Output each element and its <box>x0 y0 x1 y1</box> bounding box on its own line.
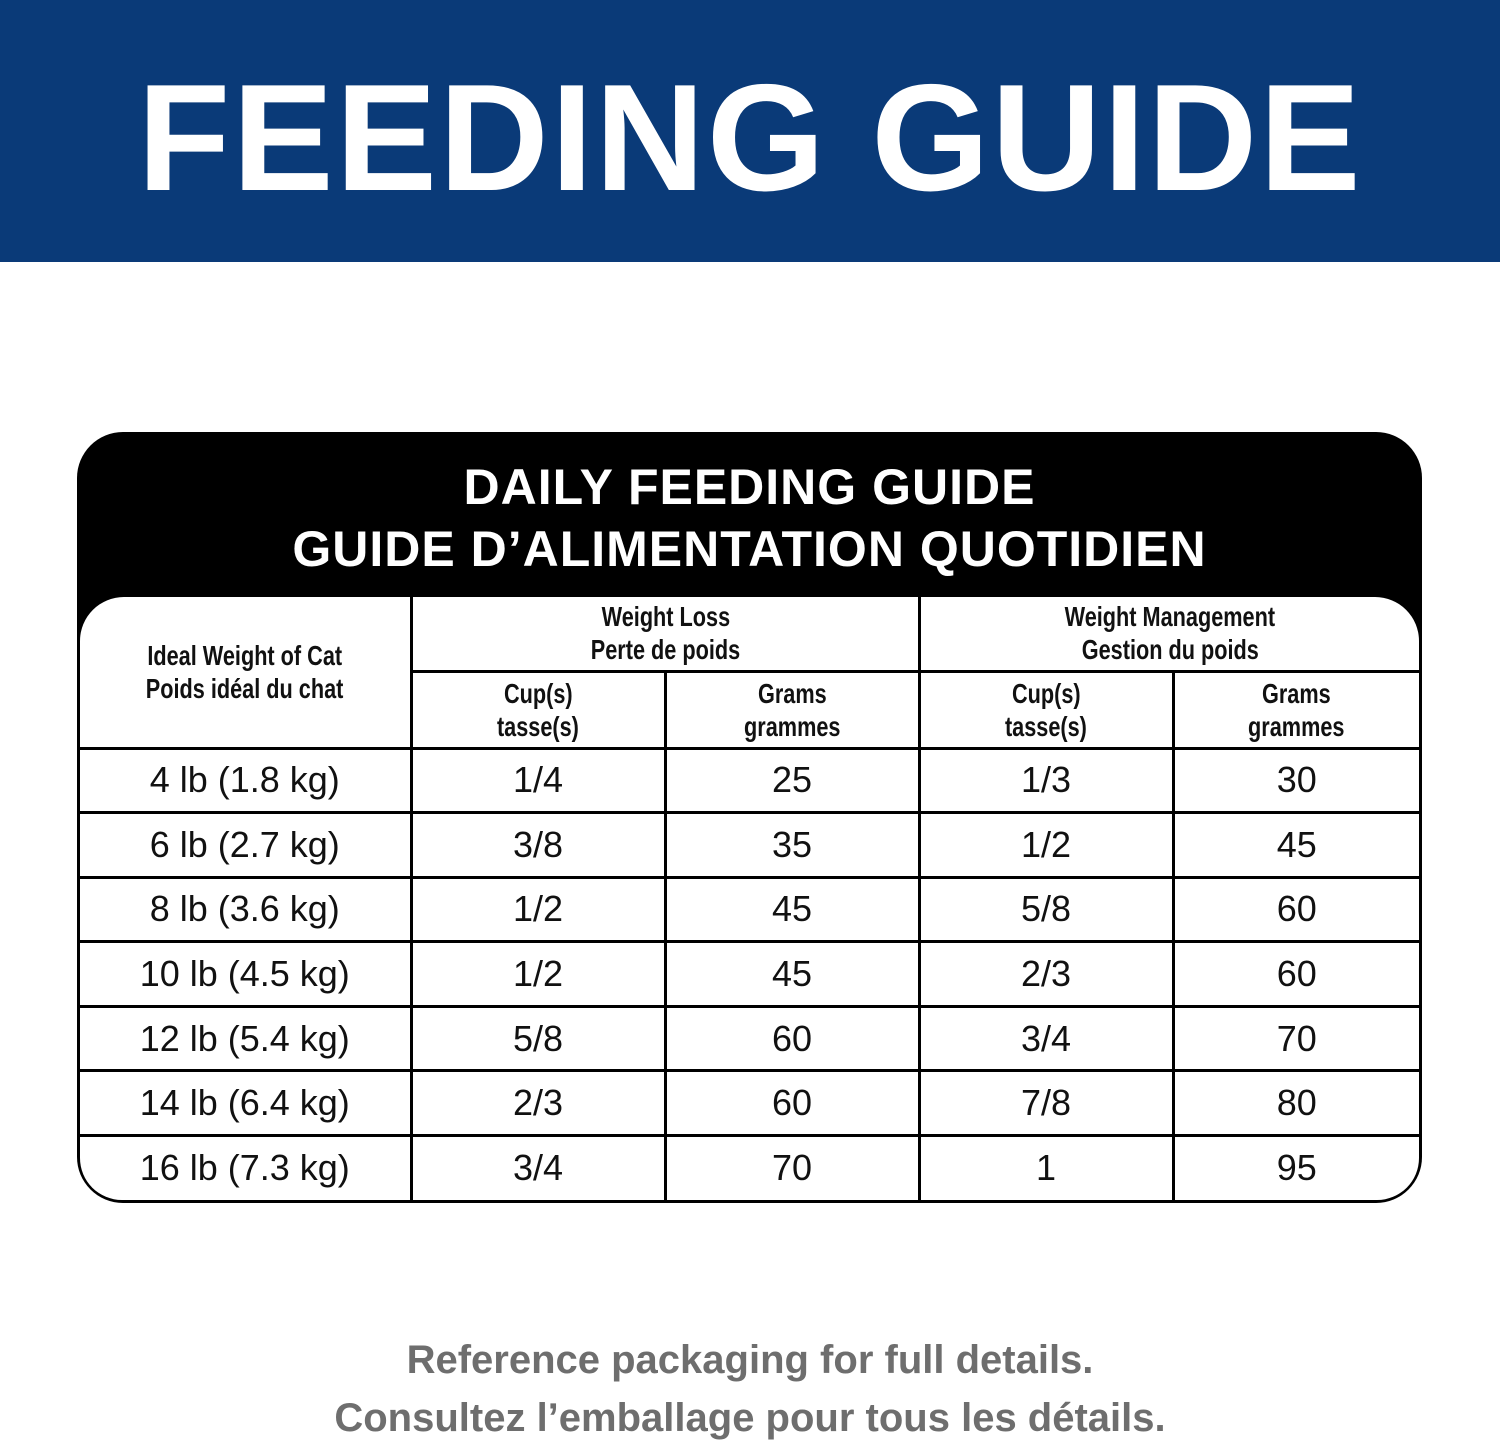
loss-cups-cell: 1/2 <box>411 942 665 1007</box>
mgmt-grams-cell: 30 <box>1173 748 1419 813</box>
loss-cups-cell: 2/3 <box>411 1071 665 1136</box>
loss-cups-cell: 3/4 <box>411 1135 665 1200</box>
weight-cell: 10 lb (4.5 kg) <box>80 942 411 1007</box>
loss-grams-cell: 45 <box>665 942 919 1007</box>
loss-grams-cell: 60 <box>665 1006 919 1071</box>
subheader-cups: Cup(s) tasse(s) <box>411 671 665 748</box>
group-header-weight-management: Weight Management Gestion du poids <box>919 597 1419 671</box>
table-row <box>80 1135 1419 1200</box>
loss-cups-cell: 5/8 <box>411 1006 665 1071</box>
weight-cell: 12 lb (5.4 kg) <box>80 1006 411 1071</box>
feeding-guide-card <box>77 432 1422 1203</box>
mgmt-cups-cell: 2/3 <box>919 942 1173 1007</box>
mgmt-grams-cell: 95 <box>1173 1135 1419 1200</box>
mgmt-cups-cell: 7/8 <box>919 1071 1173 1136</box>
mgmt-cups-cell: 3/4 <box>919 1006 1173 1071</box>
table-row <box>80 813 1419 878</box>
mgmt-grams-cell: 80 <box>1173 1071 1419 1136</box>
mgmt-grams-cell: 45 <box>1173 813 1419 878</box>
subheader-grams: Grams grammes <box>665 671 919 748</box>
table-row <box>80 748 1419 813</box>
loss-cups-cell: 1/4 <box>411 748 665 813</box>
mgmt-grams-cell: 70 <box>1173 1006 1419 1071</box>
page-title: FEEDING GUIDE <box>137 53 1363 223</box>
subheader-grams: Grams grammes <box>1173 671 1419 748</box>
feeding-table <box>80 597 1419 1200</box>
weight-cell: 6 lb (2.7 kg) <box>80 813 411 878</box>
table-row <box>80 942 1419 1007</box>
loss-grams-cell: 60 <box>665 1071 919 1136</box>
card-title-en: DAILY FEEDING GUIDE <box>463 459 1036 515</box>
weight-cell: 14 lb (6.4 kg) <box>80 1071 411 1136</box>
footer-note-en: Reference packaging for full details. <box>406 1338 1094 1382</box>
footer-note-fr: Consultez l’emballage pour tous les détails. <box>334 1396 1166 1440</box>
table-row <box>80 877 1419 942</box>
weight-cell: 4 lb (1.8 kg) <box>80 748 411 813</box>
subheader-cups: Cup(s) tasse(s) <box>919 671 1173 748</box>
card-title-fr: GUIDE D’ALIMENTATION QUOTIDIEN <box>292 521 1207 577</box>
mgmt-grams-cell: 60 <box>1173 877 1419 942</box>
mgmt-grams-cell: 60 <box>1173 942 1419 1007</box>
card-title <box>80 432 1419 597</box>
loss-grams-cell: 25 <box>665 748 919 813</box>
loss-grams-cell: 70 <box>665 1135 919 1200</box>
banner <box>0 0 1500 262</box>
table-row <box>80 1006 1419 1071</box>
mgmt-cups-cell: 1/3 <box>919 748 1173 813</box>
group-header-weight-loss: Weight Loss Perte de poids <box>411 597 919 671</box>
mgmt-cups-cell: 1 <box>919 1135 1173 1200</box>
weight-cell: 8 lb (3.6 kg) <box>80 877 411 942</box>
mgmt-cups-cell: 5/8 <box>919 877 1173 942</box>
loss-cups-cell: 1/2 <box>411 877 665 942</box>
loss-cups-cell: 3/8 <box>411 813 665 878</box>
weight-header: Ideal Weight of Cat Poids idéal du chat <box>80 597 411 748</box>
mgmt-cups-cell: 1/2 <box>919 813 1173 878</box>
table-row <box>80 1071 1419 1136</box>
weight-cell: 16 lb (7.3 kg) <box>80 1135 411 1200</box>
loss-grams-cell: 35 <box>665 813 919 878</box>
loss-grams-cell: 45 <box>665 877 919 942</box>
